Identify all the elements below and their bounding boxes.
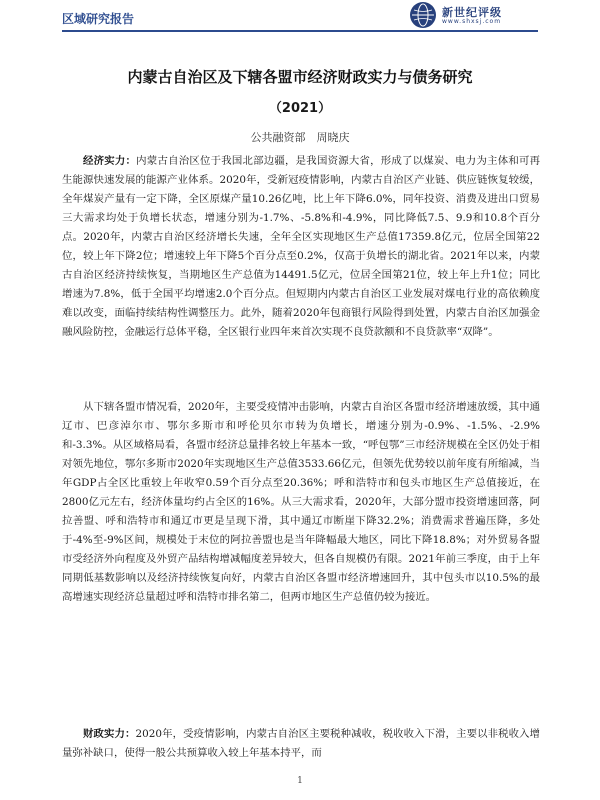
page-number: 1 [297, 776, 303, 786]
cities-text: 从下辖各盟市情况看，2020年，主要受疫情冲击影响，内蒙古自治区各盟市经济增速放缓，其中通辽市、巴彦淖尔市、鄂尔多斯市和呼伦贝尔市转为负增长，增速分别为-0.9%、-1.5%、-2.9%和-3.3%。从区域格局看，各盟市经济总量排名较上年基本一致，“呼包鄂”三市经济规模在全区仍处于相对领先地位，鄂尔多斯市2020年实现地区生产总值3533.66亿元，但领先优势较以前年度有所缩减，当年GDP占全区比重较上年收窄0.59个百分点至20.36%；呼和浩特市和包头市地区生产总值接近，在2800亿元左右，经济体量均约占全区的16%。从三大需求看，2020年，大部分盟市投资增速回落，阿拉善盟、呼和浩特市和通辽市更是呈现下滑，其中通辽市断崖下降32.2%；消费需求普遍压降，多处于-4%至-9%区间，规模处于末位的阿拉善盟也是当年降幅最大地区，同比下降18.8%；对外贸易各盟市受经济外向程度及外贸产品结构增减幅度差异较大，但各自规模仍有限。2021年前三季度，由于上年同期低基数影响以及经济持续恢复向好，内蒙古自治区各盟市经济增速回升，其中包头市以10.5%的最高增速实现经济总量超过呼和浩特市排名第二，但两市地区生产总值仍较为接近。 [62, 401, 540, 603]
economy-paragraph [62, 152, 540, 342]
header-divider [62, 30, 538, 32]
fiscal-label: 财政实力： [83, 728, 136, 740]
economy-label: 经济实力： [83, 155, 137, 167]
page-header [0, 0, 600, 36]
report-type-label: 区域研究报告 [62, 12, 135, 26]
fiscal-paragraph [62, 725, 540, 763]
document-subtitle: （2021） [268, 101, 332, 116]
fiscal-text: 2020年，受疫情影响，内蒙古自治区主要税种减收，税收收入下滑，主要以非税收入增量弥补缺口，使得一般公共预算收入较上年基本持平，而 [62, 728, 540, 759]
brand-logo [410, 2, 540, 30]
cities-paragraph [62, 398, 540, 607]
author-line: 公共融资部 周晓庆 [250, 131, 350, 144]
economy-text: 内蒙古自治区位于我国北部边疆，是我国资源大省，形成了以煤炭、电力为主体和可再生能源快速发展的能源产业体系。2020年，受新冠疫情影响，内蒙古自治区产业链、供应链恢复较缓，全年煤炭产量有一定下降，全区原煤产量10.26亿吨，比上年下降6.0%，同年投资、消费及进出口贸易三大需求均处于负增长状态，增速分别为-1.7%、-5.8%和-4.9%，同比降低7.5、9.9和10.8个百分点。2020年，内蒙古自治区经济增长失速，全年全区实现地区生产总值17359.8亿元，位居全国第22位，较上年下降2位；增速较上年下降5个百分点至0.2%，仅高于负增长的湖北省。2021年以来，内蒙古自治区经济持续恢复，当期地区生产总值为14491.5亿元，位居全国第21位，较上年上升1位；同比增速为7.8%，低于全国平均增速2.0个百分点。但短期内内蒙古自治区工业发展对煤电行业的高依赖度难以改变，面临持续结构性调整压力。此外，随着2020年包商银行风险得到处置，内蒙古自治区加强金融风险防控，金融运行总体平稳，全区银行业四年来首次实现不良贷款额和不良贷款率“双降”。 [62, 155, 541, 338]
logo-url: www.shxsj.com [442, 18, 502, 25]
document-title: 内蒙古自治区及下辖各盟市经济财政实力与债务研究 [127, 68, 473, 86]
logo-name: 新世纪评级 [442, 6, 502, 19]
globe-icon [410, 2, 436, 28]
